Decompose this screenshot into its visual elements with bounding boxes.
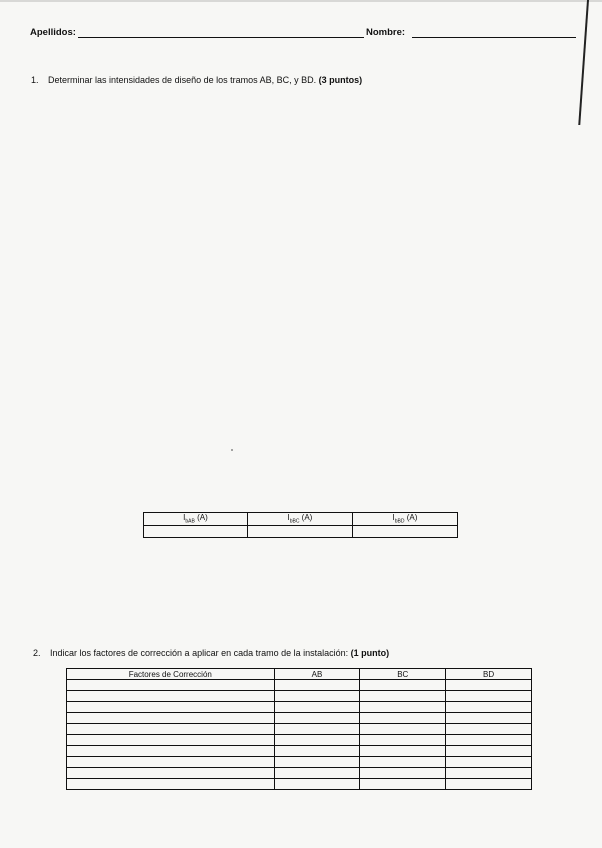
correction-table-cell[interactable] — [274, 724, 360, 735]
question-2-number: 2. — [33, 648, 41, 658]
correction-table-row — [67, 724, 532, 735]
correction-table-cell[interactable] — [360, 724, 446, 735]
question-2 — [33, 648, 389, 658]
correction-table-row — [67, 779, 532, 790]
intensity-table — [143, 512, 458, 538]
correction-table-row — [67, 757, 532, 768]
correction-table-row — [67, 746, 532, 757]
correction-table-cell[interactable] — [67, 768, 275, 779]
correction-table-cell[interactable] — [360, 735, 446, 746]
correction-table-cell[interactable] — [446, 691, 532, 702]
correction-table-cell[interactable] — [67, 691, 275, 702]
correction-table-cell[interactable] — [274, 746, 360, 757]
correction-table-cell[interactable] — [274, 713, 360, 724]
header-ab: AB — [274, 669, 360, 680]
correction-table-body — [67, 680, 532, 790]
correction-table-cell[interactable] — [360, 768, 446, 779]
answer-cell-ibbd[interactable] — [352, 525, 457, 537]
correction-table-cell[interactable] — [446, 746, 532, 757]
correction-table-header-row — [67, 669, 532, 680]
correction-table-cell[interactable] — [274, 680, 360, 691]
correction-table-cell[interactable] — [274, 735, 360, 746]
intensity-table-answer-row — [144, 525, 458, 537]
header-bc: BC — [360, 669, 446, 680]
question-1-number: 1. — [31, 75, 39, 85]
correction-table-cell[interactable] — [446, 735, 532, 746]
answer-cell-ibbc[interactable] — [247, 525, 352, 537]
scan-speck — [231, 449, 233, 451]
correction-table-cell[interactable] — [360, 691, 446, 702]
answer-cell-ibab[interactable] — [144, 525, 248, 537]
correction-table-cell[interactable] — [274, 779, 360, 790]
correction-table-cell[interactable] — [446, 779, 532, 790]
correction-table-cell[interactable] — [67, 735, 275, 746]
correction-table-cell[interactable] — [274, 757, 360, 768]
correction-table-cell[interactable] — [446, 724, 532, 735]
correction-table-cell[interactable] — [360, 680, 446, 691]
header-ibbd: $I_{bBD}$ (A) — [352, 513, 457, 526]
nombre-field[interactable] — [412, 37, 576, 38]
correction-table-cell[interactable] — [360, 757, 446, 768]
correction-table-cell[interactable] — [446, 757, 532, 768]
correction-table-cell[interactable] — [360, 702, 446, 713]
correction-table-cell[interactable] — [67, 702, 275, 713]
correction-table-row — [67, 735, 532, 746]
correction-table-row — [67, 702, 532, 713]
correction-table-cell[interactable] — [67, 724, 275, 735]
correction-table-cell[interactable] — [67, 713, 275, 724]
correction-table-row — [67, 768, 532, 779]
correction-table-cell[interactable] — [360, 746, 446, 757]
header-ibab: $I_{bAB}$ (A) — [144, 513, 248, 526]
question-1 — [31, 75, 362, 85]
scan-edge-top — [0, 0, 602, 2]
correction-table-cell[interactable] — [446, 768, 532, 779]
correction-table-cell[interactable] — [274, 702, 360, 713]
nombre-label: Nombre: — [366, 27, 406, 38]
question-2-text: Indicar los factores de corrección a aplicar en cada tramo de la instalación: — [50, 648, 349, 658]
student-header — [30, 27, 580, 41]
correction-table-cell[interactable] — [67, 746, 275, 757]
correction-factors-table — [66, 668, 532, 790]
correction-table-cell[interactable] — [274, 691, 360, 702]
correction-table-cell[interactable] — [67, 757, 275, 768]
intensity-table-header-row — [144, 513, 458, 526]
correction-table-cell[interactable] — [446, 702, 532, 713]
correction-table-row — [67, 680, 532, 691]
correction-table-cell[interactable] — [360, 779, 446, 790]
correction-table-row — [67, 713, 532, 724]
correction-table-cell[interactable] — [446, 680, 532, 691]
correction-table-cell[interactable] — [67, 680, 275, 691]
apellidos-field[interactable] — [78, 37, 364, 38]
question-1-points: (3 puntos) — [318, 75, 363, 85]
question-2-points: (1 punto) — [350, 648, 390, 658]
apellidos-label: Apellidos: — [30, 27, 76, 38]
correction-table-cell[interactable] — [446, 713, 532, 724]
scan-edge-right — [578, 0, 589, 125]
correction-table-cell[interactable] — [360, 713, 446, 724]
correction-table-cell[interactable] — [274, 768, 360, 779]
question-1-text: Determinar las intensidades de diseño de los tramos AB, BC, y BD. — [48, 75, 317, 85]
header-factores: Factores de Corrección — [67, 669, 275, 680]
header-bd: BD — [446, 669, 532, 680]
correction-table-cell[interactable] — [67, 779, 275, 790]
correction-table-row — [67, 691, 532, 702]
header-ibbc: $I_{bBC}$ (A) — [247, 513, 352, 526]
